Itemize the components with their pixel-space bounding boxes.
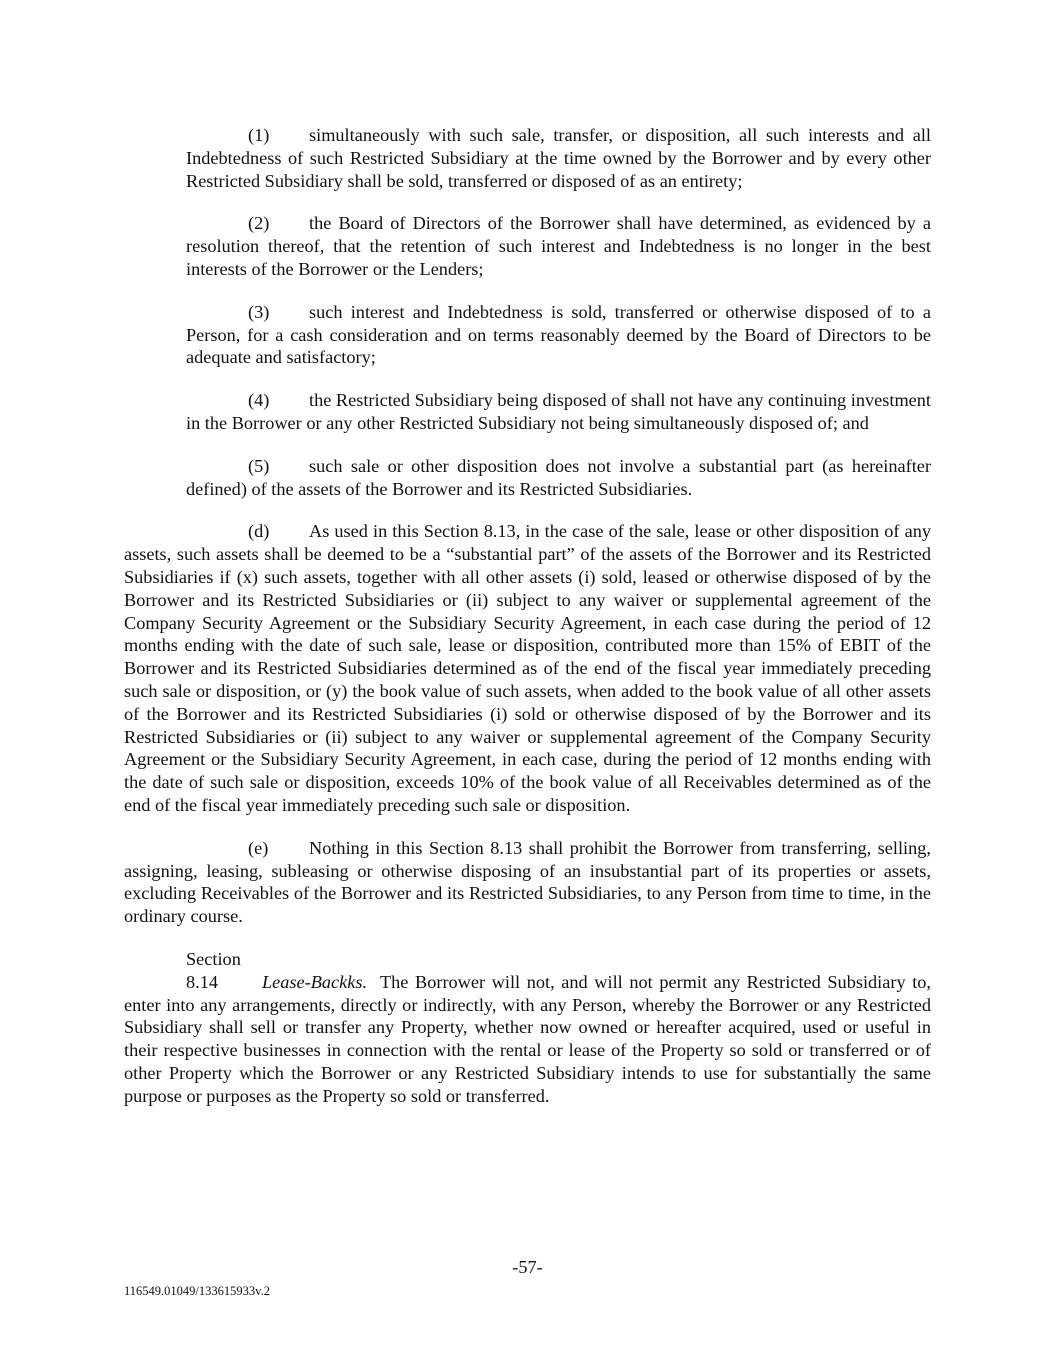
paragraph-number: (e): [248, 837, 269, 858]
section-label: Section 8.14: [186, 948, 241, 992]
list-item: [186, 389, 931, 435]
document-id: 116549.01049/133615933v.2: [124, 1284, 270, 1298]
section-8-14: [124, 948, 931, 1108]
item-text: the Restricted Subsidiary being disposed of shall not have any continuing investment in the Borrower or any other Restricted Subsidiary not being simultaneously disposed of; and: [186, 390, 931, 433]
list-item: [186, 455, 931, 501]
item-number: (2): [248, 213, 270, 234]
paragraph-text: As used in this Section 8.13, in the case of the sale, lease or other disposition of any assets, such assets shall be deemed to be a “substantial part” of the assets of the Borrower and its Restricted Subsidiaries if (x) such assets, together with all other assets (i) sold, leased or otherwise disposed of by the Borrower and its Restricted Subsidiaries or (ii) subject to any waiver or supplemental agreement of the Company Security Agreement or the Subsidiary Security Agreement, in each case during the period of 12 months ending with the date of such sale, lease or disposition, contributed more than 15% of EBIT of the Borrower and its Restricted Subsidiaries determined as of the end of the fiscal year immediately preceding such sale or disposition, or (y) the book value of such assets, when added to the book value of all other assets of the Borrower and its Restricted Subsidiaries (i) sold or otherwise disposed of by the Borrower and its Restricted Subsidiaries or (ii) subject to any waiver or supplemental agreement of the Company Security Agreement or the Subsidiary Security Agreement, in each case, during the period of 12 months ending with the date of such sale or disposition, exceeds 10% of the book value of all Receivables determined as of the end of the fiscal year immediately preceding such sale or disposition.: [124, 521, 931, 815]
list-item: [186, 301, 931, 369]
section-text: The Borrower will not, and will not permit any Restricted Subsidiary to, enter into any arrangements, directly or indirectly, with any Person, whereby the Borrower or any Restricted Subsidiary shall sell or transfer any Property, whether now owned or hereafter acquired, used or useful in their respective businesses in connection with the rental or lease of the Property so sold or transferred or of other Property which the Borrower or any Restricted Subsidiary intends to use for substantially the same purpose or purposes as the Property so sold or transferred.: [124, 971, 932, 1106]
paragraph-e: [124, 837, 931, 928]
item-text: such interest and Indebtedness is sold, transferred or otherwise disposed of to a Person, for a cash consideration and on terms reasonably deemed by the Board of Directors to be adequate and satisfactory;: [186, 301, 931, 368]
list-item: [186, 212, 931, 280]
item-number: (5): [248, 455, 270, 476]
item-number: (4): [248, 390, 270, 411]
item-number: (1): [248, 125, 270, 145]
list-item: [186, 124, 931, 192]
paragraph-text: Nothing in this Section 8.13 shall prohibit the Borrower from transferring, selling, assigning, leasing, subleasing or otherwise disposing of an insubstantial part of its properties or assets, excluding Receivables of the Borrower and its Restricted Subsidiaries, to any Person from time to time, in the ordinary course.: [124, 837, 931, 927]
document-page: [124, 124, 931, 1127]
section-title: Lease-Backks.: [262, 971, 368, 992]
item-text: such sale or other disposition does not involve a substantial part (as hereinafter defined) of the assets of the Borrower and its Restricted Subsidiaries.: [186, 455, 931, 499]
page-number: -57-: [512, 1257, 543, 1277]
paragraph-d: [124, 520, 931, 816]
item-text: the Board of Directors of the Borrower shall have determined, as evidenced by a resolution thereof, that the retention of such interest and Indebtedness is no longer in the best interests of the Borrower or the Lenders;: [186, 213, 931, 279]
item-number: (3): [248, 301, 270, 322]
paragraph-number: (d): [248, 521, 270, 542]
item-text: simultaneously with such sale, transfer, or disposition, all such interests and all Indebtedness of such Restricted Subsidiary at the time owned by the Borrower and by every other Restricted Subsidiary shall be sold, transferred or disposed of as an entirety;: [186, 125, 931, 191]
